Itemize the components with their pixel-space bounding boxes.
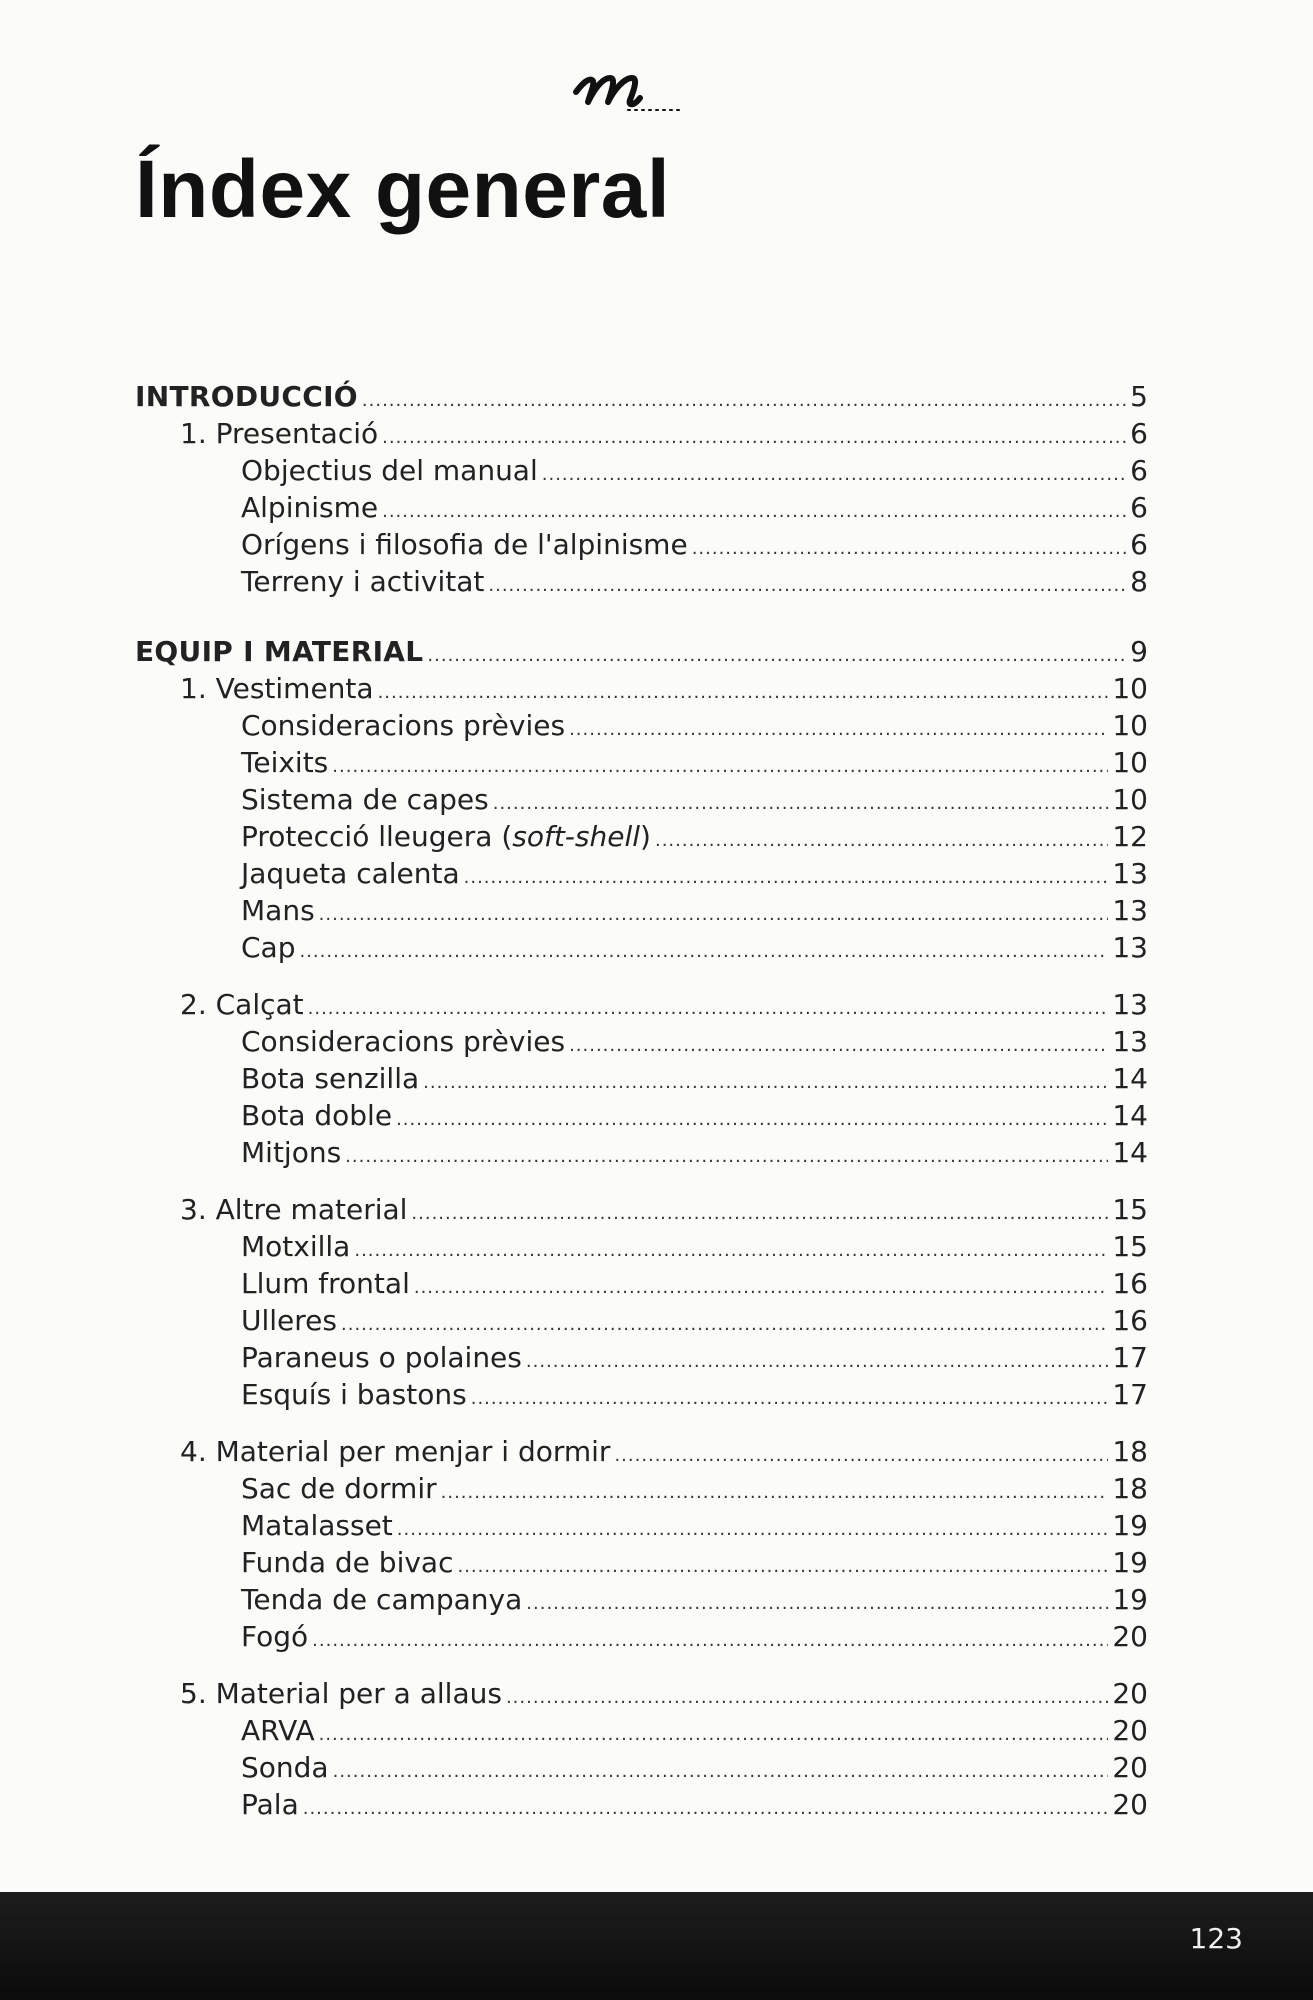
toc-page-number: 13 [1112, 931, 1148, 964]
toc-entry-title: Orígens i filosofia de l'alpinisme [241, 528, 688, 561]
toc-entry [241, 1786, 1148, 1824]
toc-entry [241, 489, 1148, 527]
toc-entry-label [241, 855, 462, 893]
toc-page-number: 19 [1112, 1546, 1148, 1579]
toc-entry-title: Funda de bivac [241, 1546, 454, 1579]
toc-entry [241, 1060, 1148, 1098]
publisher-logo-icon [568, 40, 708, 120]
toc-page-number: 8 [1130, 565, 1148, 598]
toc-page-number: 6 [1130, 491, 1148, 524]
toc-entry [241, 892, 1148, 930]
toc-chapter [180, 986, 1148, 1024]
toc-page-number: 10 [1112, 783, 1148, 816]
toc-entry-title: Bota senzilla [241, 1062, 420, 1095]
toc-entry-title: Protecció lleugera ( [241, 820, 513, 853]
dot-leader [299, 933, 1108, 971]
toc-part [135, 378, 1148, 416]
toc-entry-title: 2. Calçat [180, 988, 304, 1021]
toc-entry [241, 1618, 1148, 1656]
toc-page-number: 14 [1112, 1136, 1148, 1169]
toc-page-number: 5 [1130, 380, 1148, 413]
toc-entry-title: Esquís i bastons [241, 1378, 467, 1411]
toc-chapter [180, 1675, 1148, 1713]
toc-page-number: 14 [1112, 1062, 1148, 1095]
toc-entry-title: Mitjons [241, 1136, 342, 1169]
toc-page-number: 10 [1112, 672, 1148, 705]
toc-entry-title: Sonda [241, 1751, 329, 1784]
toc-entry-label [241, 1507, 395, 1545]
toc-entry-label [241, 892, 317, 930]
toc-entry-title: Fogó [241, 1620, 309, 1653]
toc-entry-title: Ulleres [241, 1304, 337, 1337]
toc-entry [241, 1581, 1148, 1619]
toc-entry-label [241, 563, 486, 601]
toc-entry-label [241, 1470, 439, 1508]
toc-entry-title: 1. Presentació [180, 417, 379, 450]
toc-entry-title: INTRODUCCIÓ [135, 380, 358, 413]
toc-entry-title: Terreny i activitat [241, 565, 485, 598]
toc-page-number: 10 [1112, 746, 1148, 779]
toc-entry [241, 929, 1148, 967]
toc-page-number: 15 [1112, 1230, 1148, 1263]
toc-entry-label [241, 1134, 343, 1172]
toc-chapter [180, 415, 1148, 453]
toc-entry [241, 1507, 1148, 1545]
toc-page-number: 13 [1112, 894, 1148, 927]
toc-entry [241, 526, 1148, 564]
toc-page-number: 9 [1130, 635, 1148, 668]
toc-page-number: 12 [1112, 820, 1148, 853]
toc-entry-title: Paraneus o polaines [241, 1341, 522, 1374]
toc-entry-label [241, 452, 540, 490]
toc-entry-title: Matalasset [241, 1509, 393, 1542]
toc-page-number: 6 [1130, 528, 1148, 561]
toc-entry-label [180, 670, 376, 708]
toc-entry-title: 3. Altre material [180, 1193, 408, 1226]
toc-entry-title: Consideracions prèvies [241, 1025, 566, 1058]
toc-chapter [180, 1433, 1148, 1471]
toc-entry-label [241, 1581, 524, 1619]
toc-entry [241, 1470, 1148, 1508]
toc-page-number: 20 [1112, 1714, 1148, 1747]
toc-entry [241, 1097, 1148, 1135]
toc-entry [241, 1023, 1148, 1061]
toc-page-number: 16 [1112, 1267, 1148, 1300]
footer-bar [0, 1892, 1313, 2000]
toc-entry [241, 1376, 1148, 1414]
toc-entry-label [241, 707, 567, 745]
toc-entry-label [180, 1433, 612, 1471]
toc-entry-title: 5. Material per a allaus [180, 1677, 502, 1710]
toc-entry-label [241, 489, 380, 527]
toc-entry [241, 1544, 1148, 1582]
toc-entry-label [241, 1786, 301, 1824]
page-number: 123 [1189, 1922, 1243, 1955]
toc-entry-label [241, 1544, 455, 1582]
toc-entry-label [135, 378, 360, 416]
toc-entry-title: Jaqueta calenta [241, 857, 460, 890]
toc-page-number: 17 [1112, 1378, 1148, 1411]
toc-page-number: 10 [1112, 709, 1148, 742]
toc-entry-label [241, 1712, 317, 1750]
toc-entry-label [241, 744, 330, 782]
toc-entry-label [241, 929, 297, 967]
toc-page-number: 17 [1112, 1341, 1148, 1374]
toc-entry [241, 1302, 1148, 1340]
toc-entry-title: EQUIP I MATERIAL [135, 635, 424, 668]
toc-entry [241, 818, 1148, 856]
toc-entry-title: Llum frontal [241, 1267, 410, 1300]
toc-entry-label [241, 1618, 310, 1656]
toc-page-number: 18 [1112, 1472, 1148, 1505]
toc-entry-suffix: ) [640, 820, 651, 853]
dot-leader [312, 1622, 1108, 1660]
toc-page-number: 18 [1112, 1435, 1148, 1468]
toc-entry-label [241, 1023, 567, 1061]
toc-entry-title: Objectius del manual [241, 454, 538, 487]
toc-chapter [180, 670, 1148, 708]
toc-part [135, 633, 1148, 671]
toc-page-number: 13 [1112, 1025, 1148, 1058]
toc-entry-label [241, 1339, 524, 1377]
toc-entry [241, 1339, 1148, 1377]
toc-entry [241, 452, 1148, 490]
toc-page-number: 20 [1112, 1620, 1148, 1653]
toc-entry-label [241, 526, 690, 564]
toc-entry [241, 744, 1148, 782]
toc-page-number: 20 [1112, 1751, 1148, 1784]
dot-leader [471, 1380, 1109, 1418]
toc-entry-italic: soft-shell [512, 820, 641, 853]
toc-entry-label [180, 415, 380, 453]
toc-entry-label [241, 1302, 339, 1340]
toc-chapter [180, 1191, 1148, 1229]
page-title: Índex general [135, 144, 671, 235]
toc-entry-title: Tenda de campanya [241, 1583, 523, 1616]
toc-page-number: 19 [1112, 1509, 1148, 1542]
toc-entry [241, 781, 1148, 819]
toc-page-number: 20 [1112, 1677, 1148, 1710]
toc-entry-label [241, 1060, 421, 1098]
toc-entry-title: Teixits [241, 746, 329, 779]
toc-entry [241, 1712, 1148, 1750]
toc-entry-title: Consideracions prèvies [241, 709, 566, 742]
toc-entry-title: Sistema de capes [241, 783, 489, 816]
toc-page-number: 20 [1112, 1788, 1148, 1821]
dot-leader [303, 1790, 1109, 1828]
toc-entry-title: Pala [241, 1788, 299, 1821]
toc-entry-label [241, 1265, 412, 1303]
toc-entry-title: ARVA [241, 1714, 315, 1747]
toc-entry-label [241, 1097, 394, 1135]
toc-entry-title: Cap [241, 931, 296, 964]
toc-entry [241, 1265, 1148, 1303]
dot-leader [345, 1138, 1108, 1176]
toc-entry [241, 855, 1148, 893]
toc-entry [241, 1749, 1148, 1787]
toc-page-number: 6 [1130, 417, 1148, 450]
toc-entry-label [180, 1675, 504, 1713]
toc-entry [241, 1134, 1148, 1172]
toc-entry-label [180, 986, 306, 1024]
toc-entry-label [241, 818, 653, 856]
dot-leader [488, 567, 1126, 605]
toc-page-number: 16 [1112, 1304, 1148, 1337]
toc-entry [241, 1228, 1148, 1266]
toc-entry-title: 1. Vestimenta [180, 672, 374, 705]
toc-page-number: 19 [1112, 1583, 1148, 1616]
toc-entry-title: Sac de dormir [241, 1472, 437, 1505]
toc-entry-label [135, 633, 425, 671]
toc-entry [241, 563, 1148, 601]
toc-entry-label [241, 1376, 469, 1414]
toc-entry-label [241, 1749, 331, 1787]
toc-entry [241, 707, 1148, 745]
toc-page-number: 14 [1112, 1099, 1148, 1132]
toc-page-number: 13 [1112, 988, 1148, 1021]
toc-entry-title: Alpinisme [241, 491, 379, 524]
toc-entry-label [180, 1191, 409, 1229]
toc-entry-label [241, 1228, 352, 1266]
toc-entry-label [241, 781, 491, 819]
toc-page-number: 13 [1112, 857, 1148, 890]
toc-entry-title: Bota doble [241, 1099, 393, 1132]
toc-entry-title: 4. Material per menjar i dormir [180, 1435, 611, 1468]
toc-page-number: 15 [1112, 1193, 1148, 1226]
toc-entry-title: Mans [241, 894, 315, 927]
toc-page-number: 6 [1130, 454, 1148, 487]
toc-entry-title: Motxilla [241, 1230, 351, 1263]
